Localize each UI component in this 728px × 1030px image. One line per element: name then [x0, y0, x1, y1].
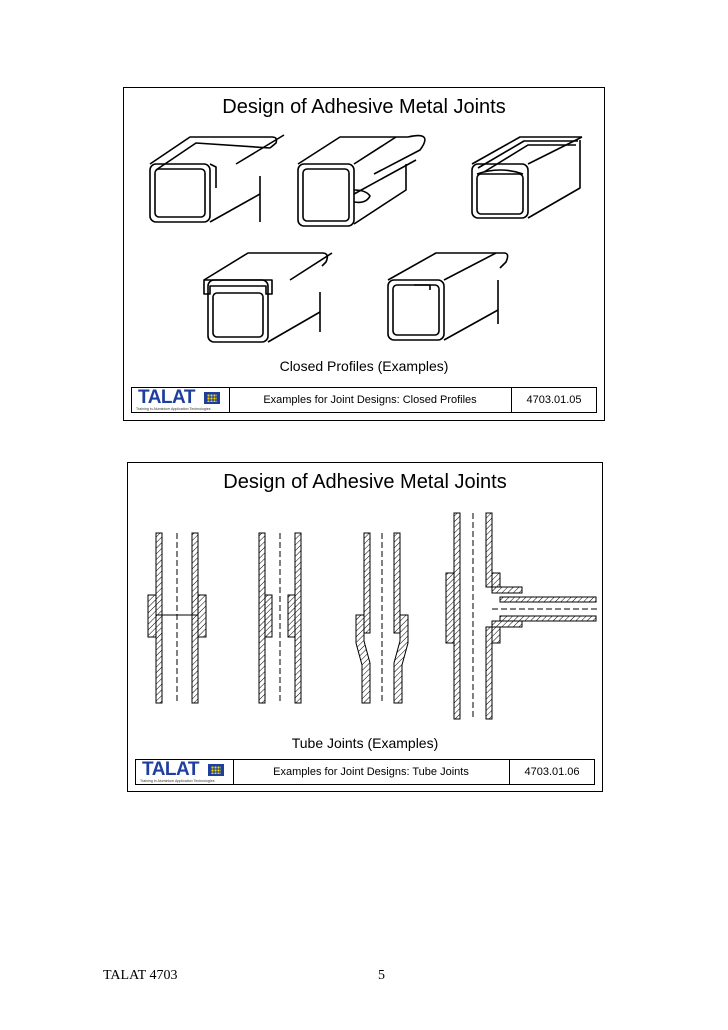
document-footer: TALAT 4703	[103, 968, 178, 983]
closed-profile-3	[472, 137, 582, 218]
logo-word: TALAT	[138, 387, 195, 408]
eu-flag-icon	[208, 764, 224, 776]
slide-footer	[131, 387, 597, 413]
footer-description: Examples for Joint Designs: Closed Profiles	[263, 394, 477, 406]
closed-profile-1	[150, 135, 284, 222]
closed-profile-4	[204, 253, 332, 342]
talat-logo	[136, 760, 234, 784]
slide-closed-profiles	[123, 87, 605, 421]
logo-subtitle: Training in Aluminium Application Technologies	[140, 779, 215, 783]
figure-caption: Tube Joints (Examples)	[291, 735, 439, 751]
tube-joint-2	[259, 533, 301, 703]
logo-subtitle: Training in Aluminium Application Technologies	[136, 407, 211, 411]
logo-word: TALAT	[142, 759, 199, 780]
tube-joint-4	[446, 513, 598, 719]
footer-description: Examples for Joint Designs: Tube Joints	[273, 766, 469, 778]
slide-footer	[135, 759, 595, 785]
tube-joints-drawing	[128, 463, 602, 733]
slide-tube-joints	[127, 462, 603, 792]
figure-caption: Closed Profiles (Examples)	[279, 358, 449, 374]
tube-joint-3	[356, 533, 408, 703]
slide-title: Design of Adhesive Metal Joints	[222, 96, 506, 118]
page-number: 5	[378, 968, 385, 983]
talat-logo	[132, 388, 230, 412]
footer-code: 4703.01.06	[509, 760, 594, 784]
slide-title: Design of Adhesive Metal Joints	[223, 471, 507, 493]
tube-joint-1	[148, 533, 206, 703]
closed-profiles-drawing	[124, 88, 604, 388]
closed-profile-5	[388, 253, 508, 340]
eu-flag-icon	[204, 392, 220, 404]
closed-profile-2	[298, 136, 425, 226]
footer-code: 4703.01.05	[511, 388, 596, 412]
